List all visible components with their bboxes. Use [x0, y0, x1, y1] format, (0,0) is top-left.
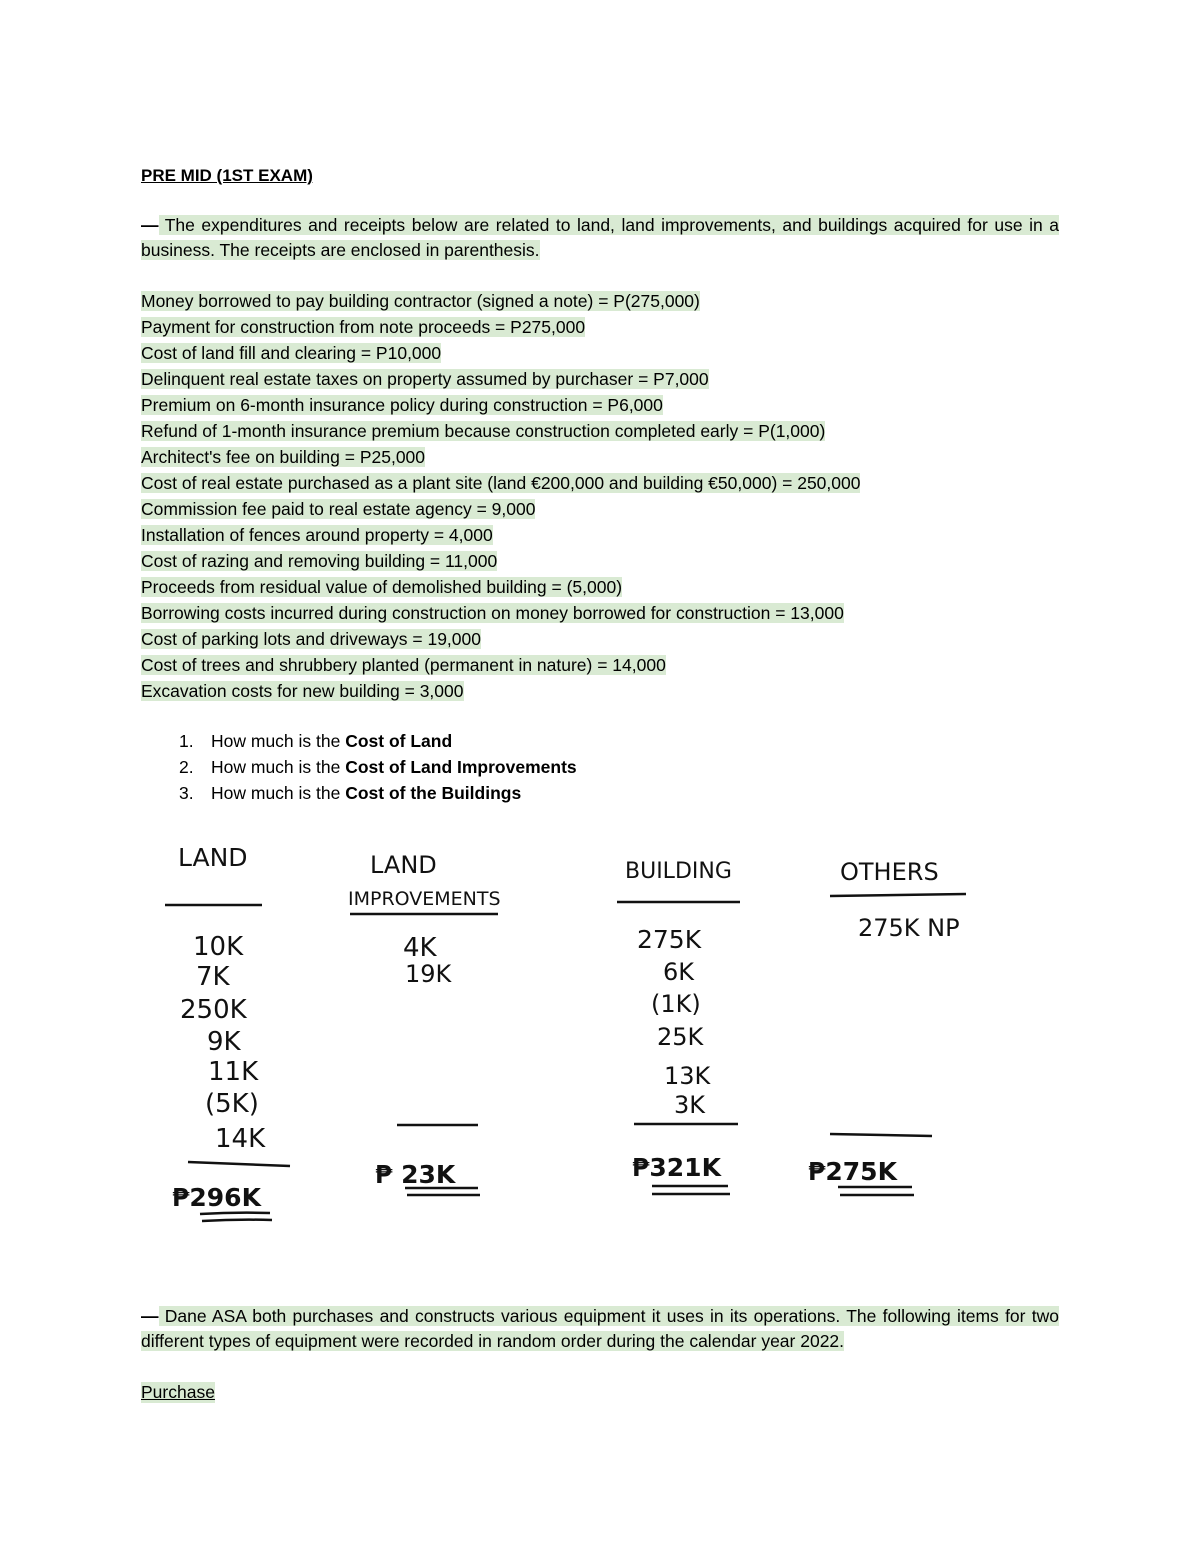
question-subject: Cost of Land	[345, 731, 453, 751]
others-total-double-underline	[838, 1187, 914, 1195]
expenditure-item-text: Architect's fee on building = P25,000	[141, 447, 426, 467]
expenditure-item-text: Borrowing costs incurred during construction on money borrowed for construction = 13,000	[141, 603, 844, 623]
land-total-rule	[188, 1162, 290, 1166]
building-header: BUILDING	[625, 859, 732, 884]
land-total: ₱296K	[172, 1183, 261, 1212]
expenditure-item-text: Cost of land fill and clearing = P10,000	[141, 343, 442, 363]
land-column	[165, 843, 290, 1221]
building-entry: 275K	[637, 925, 702, 954]
others-column	[808, 858, 966, 1195]
question-number: 1.	[179, 731, 194, 751]
others-entry: 275K NP	[858, 914, 960, 942]
exam-title: PRE MID (1ST EXAM)	[141, 166, 313, 185]
land-entry: 250K	[180, 995, 247, 1025]
expenditure-item-text: Refund of 1-month insurance premium because construction completed early = P(1,000)	[141, 421, 826, 441]
question-prefix: How much is the	[211, 783, 346, 803]
expenditure-item-text: Delinquent real estate taxes on property assumed by purchaser = P7,000	[141, 369, 709, 389]
building-entry: (1K)	[651, 990, 701, 1018]
expenditure-item-text: Proceeds from residual value of demolished building = (5,000)	[141, 577, 623, 597]
land-improvements-header-line2: IMPROVEMENTS	[348, 888, 501, 910]
others-header-rule	[830, 894, 966, 896]
others-total: ₱275K	[808, 1157, 897, 1186]
question-subject: Cost of the Buildings	[345, 783, 522, 803]
land-total-double-underline	[200, 1213, 272, 1221]
building-entry: 13K	[664, 1062, 711, 1090]
land-entry: 7K	[196, 962, 230, 992]
land-improvements-entry: 4K	[403, 933, 437, 963]
question-number: 3.	[179, 783, 194, 803]
expenditure-item-text: Cost of real estate purchased as a plant site (land €200,000 and building €50,000) = 250,000	[141, 473, 861, 493]
land-entry: 14K	[215, 1124, 266, 1154]
others-total-rule	[830, 1134, 932, 1136]
second-intro-dash: —	[141, 1306, 159, 1326]
land-entry: 11K	[208, 1057, 259, 1087]
land-improvements-column	[348, 851, 501, 1195]
second-intro-text: Dane ASA both purchases and constructs various equipment it uses in its operations. The following items for two different types of equipment were recorded in random order during the calendar year 2022.	[141, 1306, 1059, 1351]
question-prefix: How much is the	[211, 731, 346, 751]
land-improvements-entry: 19K	[405, 960, 452, 988]
expenditure-item-text: Money borrowed to pay building contractor (signed a note) = P(275,000)	[141, 291, 700, 311]
land-entry: 10K	[193, 932, 244, 962]
building-entry: 6K	[663, 958, 695, 986]
land-entry: (5K)	[205, 1089, 259, 1119]
expenditure-item-text: Commission fee paid to real estate agency = 9,000	[141, 499, 536, 519]
question-number: 2.	[179, 757, 194, 777]
land-improvements-header-line1: LAND	[370, 851, 437, 879]
question-subject: Cost of Land Improvements	[345, 757, 577, 777]
land-improvements-total: ₱ 23K	[375, 1160, 456, 1189]
second-intro-paragraph	[141, 1304, 1059, 1354]
building-entry: 25K	[657, 1023, 704, 1051]
land-improvements-total-double-underline	[405, 1188, 480, 1195]
land-entry: 9K	[207, 1027, 241, 1057]
others-header: OTHERS	[840, 858, 939, 886]
expenditure-item-text: Premium on 6-month insurance policy during construction = P6,000	[141, 395, 663, 415]
purchase-heading: Purchase	[141, 1382, 215, 1402]
question-prefix: How much is the	[211, 757, 346, 777]
expenditure-item-text: Cost of trees and shrubbery planted (permanent in nature) = 14,000	[141, 655, 666, 675]
intro-text: The expenditures and receipts below are related to land, land improvements, and buildings acquired for use in a business. The receipts are enclosed in parenthesis.	[141, 215, 1059, 260]
intro-dash: —	[141, 215, 159, 235]
expenditure-item-text: Cost of parking lots and driveways = 19,000	[141, 629, 481, 649]
building-total-double-underline	[652, 1186, 730, 1194]
expenditure-item-text: Excavation costs for new building = 3,000	[141, 681, 464, 701]
expenditure-item-text: Cost of razing and removing building = 11,000	[141, 551, 498, 571]
building-total: ₱321K	[632, 1153, 721, 1182]
expenditure-item-text: Payment for construction from note proceeds = P275,000	[141, 317, 586, 337]
land-header: LAND	[178, 843, 248, 872]
expenditure-item-text: Installation of fences around property = 4,000	[141, 525, 493, 545]
building-column	[617, 859, 740, 1194]
building-entry: 3K	[674, 1091, 706, 1119]
